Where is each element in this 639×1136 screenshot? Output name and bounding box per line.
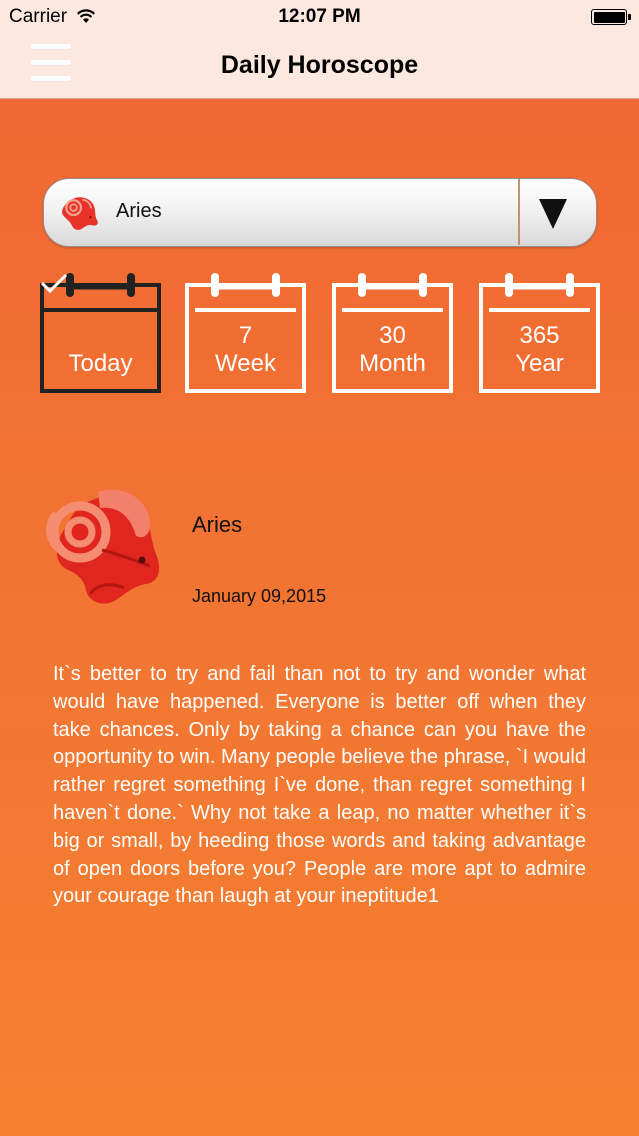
check-icon [40, 272, 68, 294]
period-count: 7 [238, 322, 253, 349]
dropdown-divider [518, 179, 520, 245]
period-month-button[interactable] [332, 272, 453, 394]
aries-ram-icon [38, 484, 162, 608]
selected-sign: Aries [116, 200, 162, 222]
carrier-label: Carrier [9, 6, 68, 27]
horoscope-date: January 09,2015 [192, 586, 327, 606]
period-label: Week [215, 350, 276, 377]
horoscope-sign-name: Aries [192, 512, 243, 537]
period-label: Today [68, 350, 133, 377]
horoscope-text: It`s better to try and fail than not to try and wonder what would have happened. Everyone is better off when they take chances. Only by taking a chance can you have the opportunity to win. Many people believe the phrase, `I would rather regret something I`ve done, than regret something I haven`t done.` Why not take a leap, no matter whether it`s big or small, by heeding those words and taking advantage of open doors before you? People are more apt to admire your courage than laugh at your ineptitude1 [53, 663, 586, 908]
status-time: 12:07 PM [278, 6, 361, 27]
status-bar [0, 0, 639, 34]
period-count: 30 [379, 322, 406, 349]
period-count: 365 [519, 322, 560, 349]
period-year-button[interactable] [479, 272, 600, 394]
period-label: Year [515, 350, 564, 377]
ram-icon [56, 190, 100, 234]
battery-icon [591, 9, 627, 25]
period-label: Month [359, 350, 426, 377]
hamburger-icon [31, 44, 71, 49]
period-week-button[interactable] [185, 272, 306, 394]
period-today-button[interactable] [40, 272, 161, 394]
page-title: Daily Horoscope [220, 51, 419, 79]
sign-dropdown[interactable] [43, 178, 597, 247]
chevron-down-icon[interactable] [539, 199, 567, 229]
nav-bar [0, 34, 639, 99]
